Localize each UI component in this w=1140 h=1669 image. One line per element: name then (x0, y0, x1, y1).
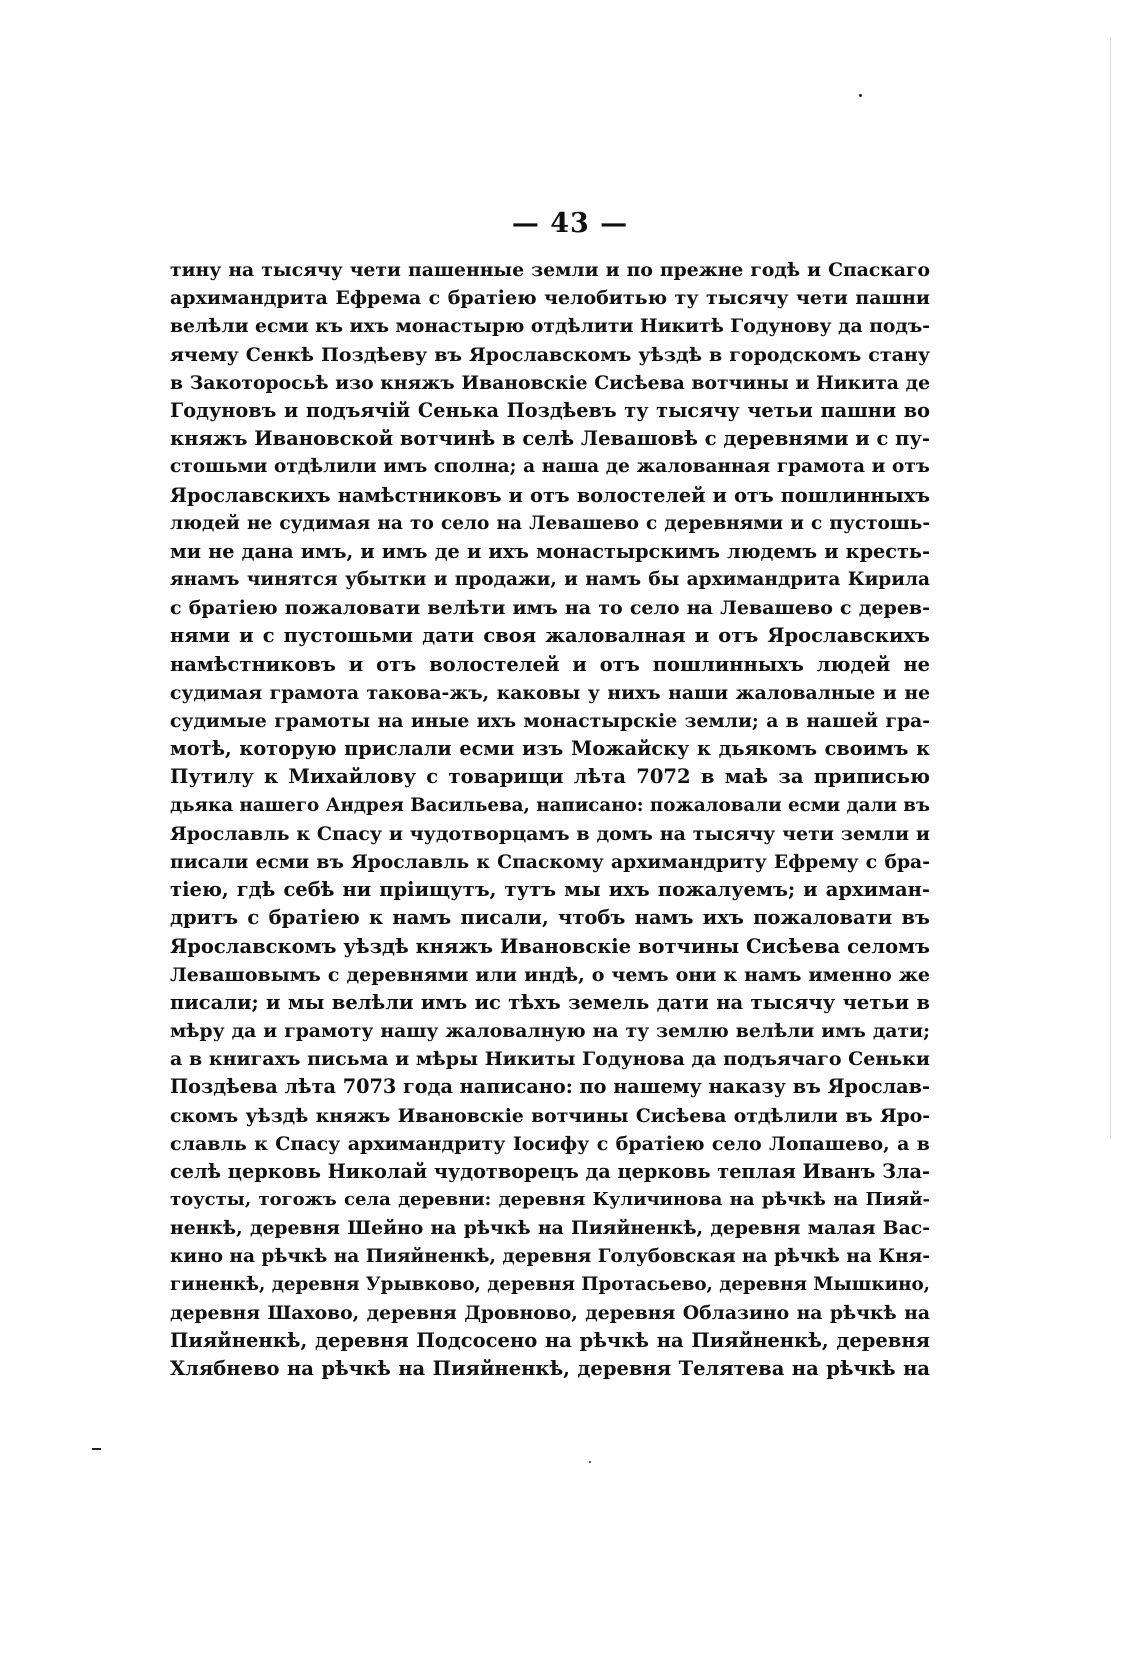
scan-speck (92, 1448, 101, 1450)
text-line: гиненкѣ, деревня Урывково, деревня Протасьево, деревня Мышкино, (170, 1273, 930, 1295)
text-line: Хлябнево на рѣчкѣ на Пияйненкѣ, деревня Телятева на рѣчкѣ на (170, 1357, 930, 1381)
text-line: янамъ чинятся убытки и продажи, и намъ бы архимандрита Кирила (170, 569, 930, 591)
text-line: стошьми отдѣлили имъ сполна; а наша де жалованная грамота и отъ (170, 456, 930, 478)
text-line: дьяка нашего Андрея Васильева, написано: пожаловали есми дали въ (170, 794, 930, 816)
text-line: кино на рѣчкѣ на Пияйненкѣ, деревня Голубовская на рѣчкѣ на Кня- (170, 1245, 930, 1267)
text-line: ненкѣ, деревня Шейно на рѣчкѣ на Пияйненкѣ, деревня малая Вас- (170, 1217, 930, 1240)
text-line: княжъ Ивановской вотчинѣ в селѣ Левашовѣ с деревнями и с пу- (170, 427, 930, 451)
text-line: писали есми въ Ярославль к Спаскому архимандриту Ефрему с бра- (170, 850, 930, 873)
text-line: Годуновъ и подъячій Сенька Поздѣевъ ту тысячу четьи пашни во (170, 398, 930, 422)
text-line: нями и с пустошьми дати своя жаловалная и отъ Ярославскихъ (170, 624, 930, 648)
text-line: тину на тысячу чети пашенные земли и по прежне годѣ и Спаскаго (170, 259, 930, 281)
text-line: архимандрита Ефрема с братіею челобитью ту тысячу чети пашни (170, 287, 930, 310)
text-line: деревня Шахово, деревня Дровново, деревня Облазино на рѣчкѣ на (170, 1301, 930, 1324)
text-line: дритъ с братіею к намъ писали, чтобъ намъ ихъ пожаловати въ (170, 906, 930, 930)
text-line: Поздѣева лѣта 7073 года написано: по нашему наказу въ Ярослав- (170, 1075, 930, 1099)
text-line: мотѣ, которую прислали есми изъ Можайску к дьякомъ своимъ к (170, 737, 930, 761)
text-line: тіею, гдѣ себѣ ни пріищутъ, тутъ мы ихъ пожалуемъ; и архиман- (170, 878, 930, 902)
text-line: мѣру да и грамоту нашу жаловалную на ту землю велѣли имъ дати; (170, 1020, 930, 1043)
scan-speck (589, 1461, 591, 1463)
text-line: тоусты, тогожъ села деревни: деревня Куличинова на рѣчкѣ на Пияй- (170, 1189, 930, 1211)
scan-edge-line (1110, 38, 1111, 1138)
text-line: Путилу к Михайлову с товарищи лѣта 7072 в маѣ за приписью (170, 765, 930, 789)
text-line: в Закоторосьѣ изо княжъ Ивановскіе Сисѣева вотчины и Никита де (170, 371, 930, 394)
scan-speck (859, 94, 862, 97)
text-line: велѣли есми къ ихъ монастырю отдѣлити Никитѣ Годунову да подъ- (170, 315, 930, 338)
text-line: ми не дана имъ, и имъ де и ихъ монастырскимъ людемъ и кресть- (170, 539, 930, 563)
text-line: людей не судимая на то село на Левашево с деревнями и с пустошь- (170, 512, 930, 534)
page-number: — 43 — (511, 208, 629, 239)
text-line: Ярославскихъ намѣстниковъ и отъ волостелей и отъ пошлинныхъ (170, 483, 930, 507)
text-line: писали; и мы велѣли имъ ис тѣхъ земель дати на тысячу четьи в (170, 990, 930, 1014)
text-line: судимая грамота такова-жъ, каковы у нихъ наши жаловалные и не (170, 681, 930, 704)
text-line: Ярославль к Спасу и чудотворцамъ в домъ на тысячу чети земли и (170, 822, 930, 845)
text-line: намѣстниковъ и отъ волостелей и отъ пошлинныхъ людей не (170, 652, 930, 676)
text-line: скомъ уѣздѣ княжъ Ивановскіе вотчины Сисѣева отдѣлили въ Яро- (170, 1104, 930, 1127)
text-line: судимые грамоты на иные ихъ монастырскіе земли; а в нашей гра- (170, 710, 930, 732)
text-line: ячему Сенкѣ Поздѣеву въ Ярославскомъ уѣздѣ в городскомъ стану (170, 343, 930, 366)
text-line: Пияйненкѣ, деревня Подсосено на рѣчкѣ на Пияйненкѣ, деревня (170, 1329, 930, 1353)
text-line: а в книгахъ письма и мѣры Никиты Годунова да подъячаго Сеньки (170, 1048, 930, 1071)
text-line: с братіею пожаловати велѣти имъ на то село на Левашево с дерев- (170, 597, 930, 620)
text-line: селѣ церковь Николай чудотворецъ да церковь теплая Иванъ Зла- (170, 1160, 930, 1183)
body-text (170, 256, 930, 1384)
text-line: Ярославскомъ уѣздѣ княжъ Ивановскіе вотчины Сисѣева селомъ (170, 934, 930, 958)
text-line: Левашовымъ с деревнями или индѣ, о чемъ они к намъ именно же (170, 963, 930, 986)
text-line: славль к Спасу архимандриту Іосифу с братіею село Лопашево, а в (170, 1132, 930, 1155)
